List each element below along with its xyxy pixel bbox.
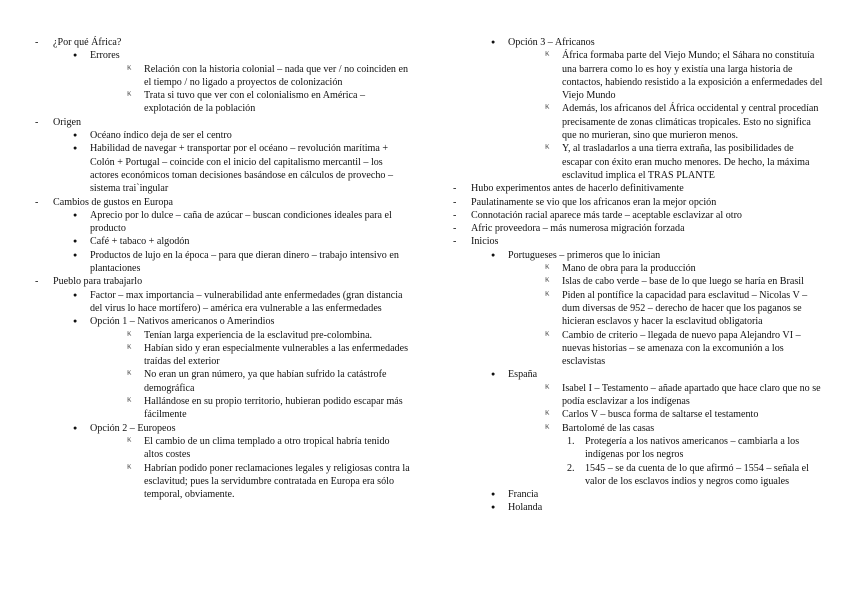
list-item [448,488,823,501]
bullet-icon: ● [491,38,496,46]
bullet-icon: ● [73,144,78,153]
list-item [30,36,410,49]
list-item-text: España [508,369,538,381]
list-item [30,289,410,316]
list-item-text: Errores [90,50,120,62]
list-item [30,63,410,90]
list-item [30,116,410,129]
list-item [448,209,823,222]
list-item-text: Relación con la historia colonial – nada que ver / no coinciden en el tiempo / no ligado a proyectos de colonización [144,63,409,88]
arrow-bullet-icon: ᴷ [545,329,550,341]
dash-marker: - [453,209,457,221]
list-number: 1. [567,435,575,447]
list-item [30,196,410,209]
bullet-icon: ● [73,131,78,140]
list-item-text: Cambio de criterio – llegada de nuevo papa Alejandro VI – nuevas historias – se amenaza con la excomunión a los esclavistas [562,329,801,368]
list-item-text: Carlos V – busca forma de saltarse el testamento [562,409,759,421]
list-item [30,435,410,462]
list-item-text: Factor – max importancia – vulnerabilidad ante enfermedades (gran distancia del virus lo hace mortífero) – américa era vulnerable a las enfermedades [90,289,403,314]
arrow-bullet-icon: ᴷ [545,103,550,115]
list-item [448,329,823,369]
bullet-icon: ● [73,423,78,432]
arrow-bullet-icon: ᴷ [127,90,132,102]
list-item-text: Opción 2 – Europeos [90,422,176,434]
list-item [448,368,823,381]
list-item [448,182,823,195]
list-item-text: Habrían podido poner reclamaciones legales y religiosas contra la esclavitud; pues la servidumbre contratada en Europa era sólo temporal, obviamente. [144,462,410,501]
list-item-text: Afric proveedora – más numerosa migración forzada [471,223,685,235]
list-item [448,289,823,329]
bullet-icon: ● [73,51,78,60]
list-item [448,262,823,275]
list-item [448,142,823,182]
list-item-text: Cambios de gustos en Europa [53,196,173,208]
bullet-icon: ● [73,237,78,246]
list-item-text: Habilidad de navegar + transportar por el océano – revolución marítima + Colón + Portugal – coincide con el inicio del capitalismo mercantil – los actores económicos toman decisiones basándose en cálculos de provecho – sistema trai`ingular [90,143,393,195]
list-item [448,196,823,209]
list-item [30,89,410,116]
bullet-icon: ● [73,250,78,259]
arrow-bullet-icon: ᴷ [545,422,550,434]
dash-marker: - [35,276,39,288]
dash-marker: - [35,116,39,128]
list-item-text: Además, los africanos del África occidental y central procedían precisamente de zonas climáticas tropicales. Esto no significa que no murieran, sino que murieron menos. [562,103,819,142]
list-item-text: Origen [53,116,82,128]
arrow-bullet-icon: ᴷ [545,289,550,301]
list-item [448,49,823,102]
arrow-bullet-icon: ᴷ [545,50,550,62]
bullet-icon: ● [491,250,496,259]
arrow-bullet-icon: ᴷ [127,329,132,341]
list-item-text: Mano de obra para la producción [562,263,696,275]
list-item [448,235,823,248]
bullet-icon: ● [491,490,496,499]
list-item-text: Tenían larga experiencia de la esclavitud pre-colombina. [144,329,373,341]
list-item-text: Isabel I – Testamento – añade apartado que hace claro que no se podía esclavizar a los indígenas [562,382,821,408]
list-item-text: Océano índico deja de ser el centro [90,130,232,142]
list-item [448,462,823,489]
list-item [448,222,823,235]
bullet-icon: ● [73,210,78,219]
list-number: 2. [567,462,575,474]
list-item-text: Bartolomé de las casas [562,422,655,434]
list-item-text: Paulatinamente se vio que los africanos eran la mejor opción [471,196,717,208]
list-item-text: Islas de cabo verde – base de lo que luego se haría en Brasil [562,276,804,288]
list-item [448,275,823,288]
list-item [30,368,410,395]
dash-marker: - [453,223,457,235]
list-item [448,422,823,435]
list-item-text: 1545 – se da cuenta de lo que afirmó – 1554 – señala el valor de los esclavos indios y negros como iguales [585,462,809,487]
list-item-text: Opción 1 – Nativos americanos o Amerindios [90,316,275,328]
bullet-icon: ● [491,503,496,512]
list-item [448,408,823,421]
list-item-text: África formaba parte del Viejo Mundo; el Sáhara no constituía una barrera como lo es hoy y existía una larga historia de contactos, habiendo resistido a la exposición a enfermedades del Viejo Mundo [562,50,823,102]
bullet-icon: ● [491,370,496,379]
dash-marker: - [35,37,39,48]
list-item-text: Connotación racial aparece más tarde – aceptable esclavizar al otro [471,209,742,221]
arrow-bullet-icon: ᴷ [545,382,550,394]
arrow-bullet-icon: ᴷ [545,276,550,288]
arrow-bullet-icon: ᴷ [545,263,550,275]
list-item-text: Café + tabaco + algodón [90,236,190,248]
left-column [30,36,410,501]
list-item [30,315,410,328]
list-item-text: Francia [508,489,539,501]
right-column [448,36,823,515]
list-item [30,142,410,195]
list-item-text: Piden al pontífice la capacidad para esclavitud – Nicolas V – dum diversas de 952 – derecho de hacer que los paganos se hicieran esclavos y hacer la esclavitud obligatoria [562,289,808,328]
list-item-text: Trata si tuvo que ver con el colonialismo en América – explotación de la población [144,90,366,115]
arrow-bullet-icon: ᴷ [127,342,132,354]
list-item-text: Portugueses – primeros que lo inician [508,249,661,261]
list-item-text: Y, al trasladarlos a una tierra extraña, las posibilidades de escapar con éxito eran mucho menores. De hecho, la máxima esclavitud implica el TRAS PLANTE [562,143,810,181]
bullet-icon: ● [73,290,78,299]
list-item [30,422,410,435]
arrow-bullet-icon: ᴷ [127,435,132,447]
list-item [30,275,410,288]
bullet-icon: ● [73,317,78,326]
list-item [448,36,823,49]
list-item-text: Habían sido y eran especialmente vulnerables a las enfermedades traídas del exterior [144,342,409,368]
list-item [30,49,410,62]
arrow-bullet-icon: ᴷ [545,143,550,155]
list-item [30,342,410,369]
list-item-text: Hallándose en su propio territorio, hubieran podido escapar más fácilmente [144,396,403,421]
list-item [448,501,823,514]
list-item [30,129,410,142]
list-item-text: Aprecio por lo dulce – caña de azúcar – buscan condiciones ideales para el producto [90,209,392,235]
list-item [30,235,410,248]
arrow-bullet-icon: ᴷ [127,63,132,75]
dash-marker: - [453,196,457,208]
dash-marker: - [35,196,39,208]
list-item-text: Protegería a los nativos americanos – cambiarla a los indígenas por los negros [585,435,800,461]
list-item [30,209,410,236]
arrow-bullet-icon: ᴷ [127,462,132,474]
list-item [448,382,823,409]
arrow-bullet-icon: ᴷ [127,369,132,381]
arrow-bullet-icon: ᴷ [545,409,550,421]
dash-marker: - [453,183,457,195]
list-item-text: ¿Por qué África? [53,37,122,48]
list-item-text: Hubo experimentos antes de hacerlo definitivamente [471,183,684,195]
list-item [448,102,823,142]
list-item-text: Productos de lujo en la época – para que dieran dinero – trabajo intensivo en plantaciones [90,249,399,275]
list-item-text: Pueblo para trabajarlo [53,276,143,288]
list-item-text: No eran un gran número, ya que habían sufrido la catástrofe demográfica [144,369,387,394]
list-item-text: Holanda [508,502,543,514]
list-item [30,462,410,502]
arrow-bullet-icon: ᴷ [127,396,132,408]
list-item-text: El cambio de un clima templado a otro tropical habría tenido altos costes [144,435,390,461]
list-item-text: Inicios [471,236,499,248]
list-item [30,329,410,342]
dash-marker: - [453,236,457,248]
list-item [30,395,410,422]
list-item-text: Opción 3 – Africanos [508,37,595,48]
list-item [448,249,823,262]
list-item [448,435,823,462]
list-item [30,249,410,276]
